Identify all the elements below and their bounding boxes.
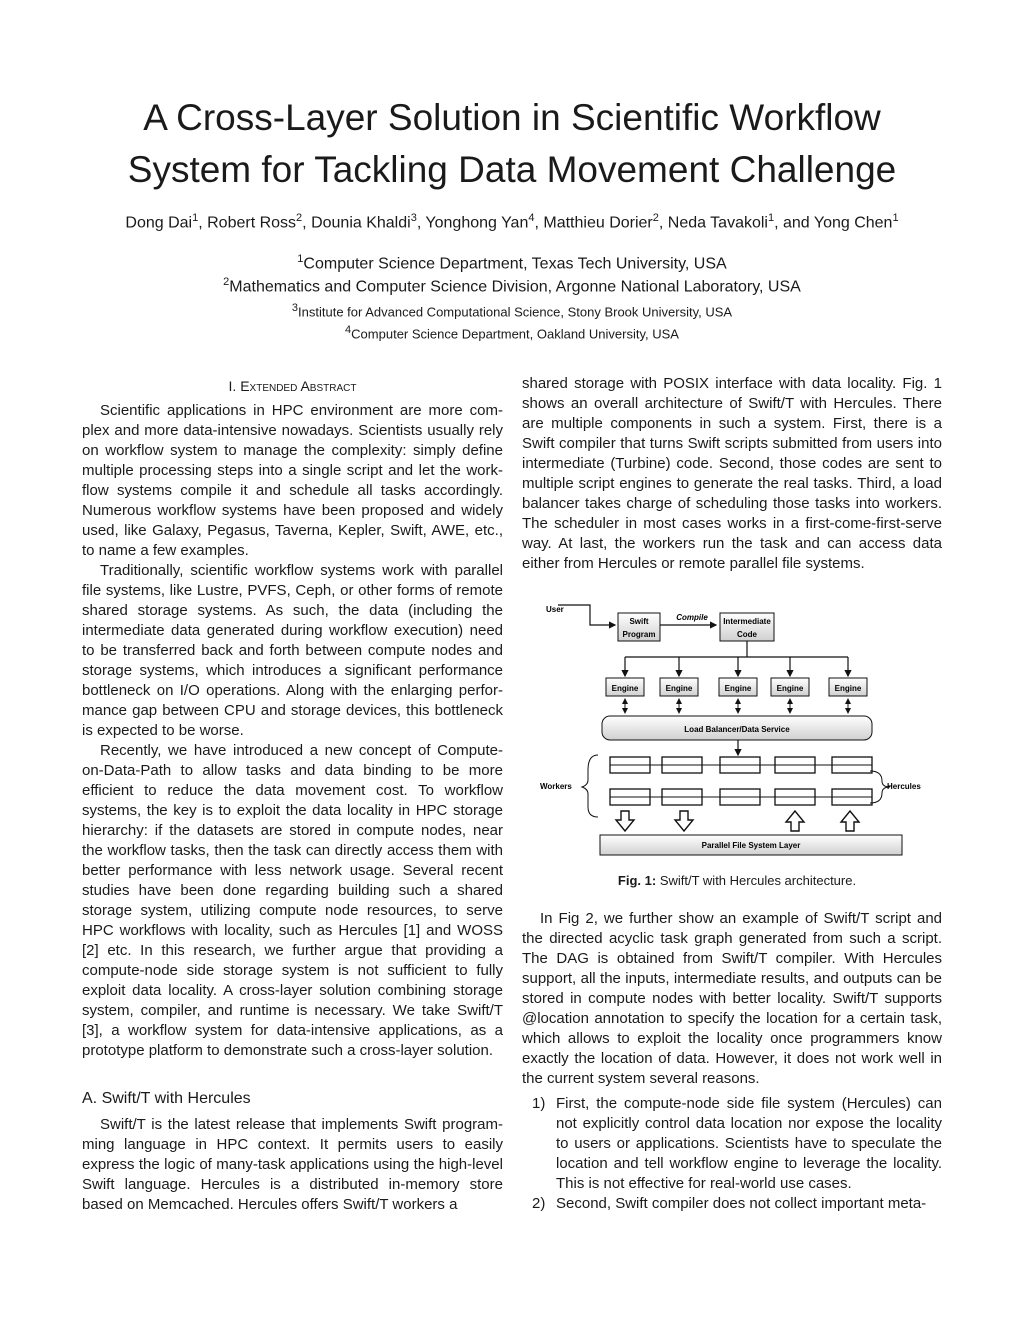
list-item — [522, 1194, 942, 1214]
paragraph-intro: Scientific applications in HPC environment are more com-plex and more data-intensive nowadays. Scientists usually rely on workflow system to manage the complexity: simply define multiple processing steps into a single script and let the work-flow systems compile it and schedule all tasks accordingly. Numerous workflow systems have been proposed and widely used, like Galaxy, Pegasus, Taverna, Kepler, Swift, AWE, etc., to name a few examples. — [82, 402, 503, 559]
caption-text: Swift/T with Hercules architecture. — [659, 873, 857, 888]
author-name: Dong Dai — [125, 214, 193, 232]
section-heading — [82, 376, 503, 396]
paragraph-traditional: Traditionally, scientific workflow systems work with parallel file systems, like Lustre, PVFS, Ceph, or other forms of remote shared storage systems. As such, the data (including the intermediate data generated during workflow execution) need to be transferred back and forth between compute nodes and storage systems, which introduces a significant performance bottleneck on I/O operations. Along with the enlarging perfor-mance gap between CPU and storage devices, this bottleneck is expected to be worse. — [82, 562, 503, 739]
hercules-label: Hercules — [887, 782, 921, 791]
author-name: Robert Ross — [207, 214, 297, 232]
paragraph-fig2: In Fig 2, we further show an example of Swift/T script and the directed acyclic task graph generated from such a script. The DAG is obtained from Swift/T compiler. With Hercules support, all the inputs, intermediate results, and outputs can be stored in compute nodes with better locality. Swift/T supports @location annotation to specify the location for a certain task, which allows to exploit the locality once programmers know exactly the location of data. However, it does not work well in the current system several reasons. — [522, 910, 942, 1087]
author-name: Neda Tavakoli — [667, 214, 768, 232]
engine-row — [606, 657, 867, 696]
user-label: User — [546, 605, 564, 614]
author-name: Dounia Khaldi — [311, 214, 411, 232]
engine-label: Engine — [834, 684, 862, 693]
paragraph-architecture: shared storage with POSIX interface with data locality. Fig. 1 shows an overall architecture of Swift/T with Hercules. There are multiple components in such a system. First, there is a Swift compiler that turns Swift scripts submitted from users into intermediate (Turbine) code. Second, those codes are sent to multiple script engines to generate the real tasks. Third, a load balancer takes charge of scheduling those tasks into workers. The scheduler in most cases works in a first-come-first-serve way. At last, the workers run the task and can access data either from Hercules or remote parallel file systems. — [522, 375, 942, 572]
right-column-bottom — [522, 909, 942, 1214]
author-name: Yong Chen — [813, 214, 893, 232]
affiliation-text: Mathematics and Computer Science Division, Argonne National Laboratory, USA — [229, 278, 801, 296]
author-separator: , — [302, 214, 312, 232]
author-affiliation-marker: 3 — [410, 212, 417, 224]
figure-caption — [522, 873, 952, 888]
list-item — [522, 1094, 942, 1194]
affiliation-2 — [0, 276, 1024, 296]
user-arrow — [558, 605, 615, 625]
affiliation-1 — [0, 253, 1024, 273]
worker-grid — [610, 757, 872, 805]
list-number: 2) — [532, 1195, 546, 1212]
affiliation-marker: 1 — [297, 253, 304, 265]
swift-program-label-1: Swift — [629, 617, 649, 626]
hollow-arrow-up — [786, 811, 804, 831]
author-separator: , — [416, 214, 426, 232]
hollow-arrow-up — [841, 811, 859, 831]
right-column-top — [522, 374, 942, 574]
workers-label: Workers — [540, 782, 572, 791]
hollow-arrow-down — [675, 811, 693, 831]
parallel-file-system-label: Parallel File System Layer — [701, 841, 801, 850]
reasons-list — [522, 1094, 942, 1214]
engine-label: Engine — [611, 684, 639, 693]
author-affiliation-marker: 1 — [767, 212, 775, 224]
author-affiliation-marker: 2 — [652, 212, 659, 224]
author-name: Yonghong Yan — [425, 214, 529, 232]
section-numeral: I. — [228, 378, 237, 394]
engine-label: Engine — [776, 684, 804, 693]
subsection-heading: A. Swift/T with Hercules — [82, 1090, 251, 1107]
list-number: 1) — [532, 1095, 546, 1112]
swift-program-label-2: Program — [622, 630, 656, 639]
intermediate-label-2: Code — [737, 630, 757, 639]
list-text: First, the compute-node side file system (Hercules) can not explicitly control data location nor expose the locality to users or applications. Scientists have to speculate the location and tell workflow engine to leverage the locality. This is not effective for real-world use cases. — [556, 1095, 942, 1192]
author-separator: , — [534, 214, 544, 232]
paragraph-recently: Recently, we have introduced a new concept of Compute-on-Data-Path to allow tasks and data binding to be more efficient to reduce the data movement cost. To workflow systems, the key is to exploit the data locality in HPC storage hierarchy: if the datasets are stored in compute nodes, near the workflow tasks, then the task can directly access them with better performance with less network usage. Several recent studies have been done regarding building such a shared storage system, utilizing compute node resources, to serve HPC workflows with locality, such as Hercules [1] and WOSS [2] etc. In this research, we further argue that providing a compute-node side storage system is not sufficient to fully exploit data locality. A cross-layer solution combining storage system, compiler, and runtime is necessary. We take Swift/T [3], a workflow system for data-intensive applications, as a prototype platform to demonstrate such a cross-layer solution. — [82, 742, 503, 1059]
workers-brace — [582, 755, 598, 817]
left-column — [82, 376, 503, 1215]
engine-label: Engine — [665, 684, 693, 693]
section-title: Extended Abstract — [240, 378, 357, 394]
architecture-figure — [530, 595, 930, 865]
intermediate-label-1: Intermediate — [723, 617, 771, 626]
author-separator: , — [658, 214, 668, 232]
author-affiliation-marker: 4 — [528, 212, 535, 224]
list-text: Second, Swift compiler does not collect important meta- — [556, 1195, 927, 1212]
author-affiliation-marker: 1 — [892, 212, 899, 224]
paper-title-line-2: System for Tackling Data Movement Challenge — [127, 149, 897, 190]
hollow-arrow-down — [616, 811, 634, 831]
author-affiliation-marker: 2 — [296, 212, 303, 224]
affiliation-text: Computer Science Department, Texas Tech University, USA — [303, 255, 727, 273]
affiliation-marker: 3 — [291, 302, 299, 314]
author-separator: , — [198, 214, 208, 232]
author-name: Matthieu Dorier — [543, 214, 653, 232]
paper-title-line-1: A Cross-Layer Solution in Scientific Workflow — [143, 97, 881, 138]
compile-label: Compile — [676, 613, 708, 622]
affiliation-4 — [0, 324, 1024, 341]
affiliation-text: Computer Science Department, Oakland University, USA — [351, 326, 679, 342]
author-affiliation-marker: 1 — [192, 212, 199, 224]
caption-label: Fig. 1: — [617, 873, 657, 888]
engine-label: Engine — [724, 684, 752, 693]
author-list — [0, 212, 1024, 232]
paragraph-swift-hercules: Swift/T is the latest release that implements Swift program-ming language in HPC context. It permits users to easily express the logic of many-task applications using the high-level Swift language. Hercules is a distributed in-memory store based on Memcached. Hercules offers Swift/T workers a — [82, 1116, 503, 1213]
affiliation-3 — [0, 302, 1024, 319]
author-separator: , and — [774, 214, 814, 232]
affiliation-text: Institute for Advanced Computational Science, Stony Brook University, USA — [298, 304, 733, 320]
affiliation-marker: 4 — [345, 324, 352, 336]
load-balancer-label: Load Balancer/Data Service — [684, 725, 790, 734]
pfs-arrows — [616, 811, 859, 831]
affiliation-marker: 2 — [223, 276, 230, 288]
